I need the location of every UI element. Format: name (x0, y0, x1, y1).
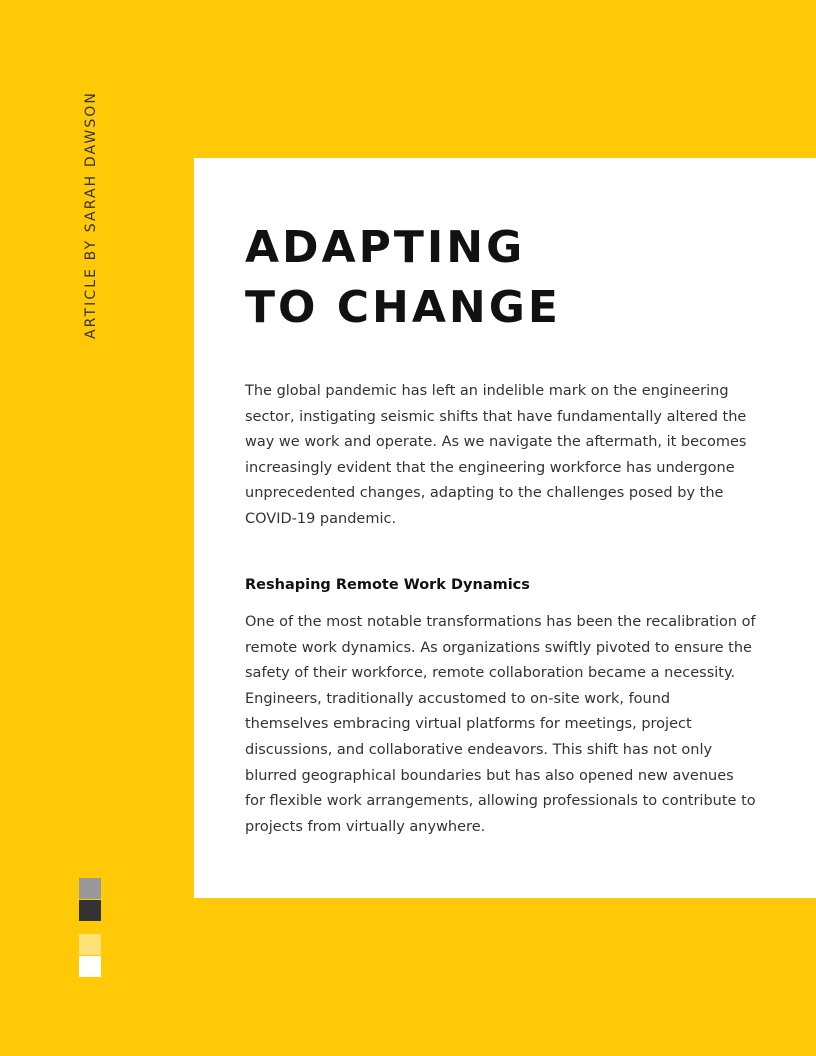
color-swatch-light-yellow (79, 934, 101, 955)
color-swatch-dark (79, 900, 101, 921)
color-swatch-gray (79, 878, 101, 899)
title-line-1: ADAPTING (245, 222, 526, 273)
byline-text: ARTICLE BY SARAH DAWSON (83, 91, 100, 339)
title-line-2: TO CHANGE (245, 282, 561, 333)
intro-paragraph: The global pandemic has left an indelible mark on the engineering sector, instigating seismic shifts that have fundamentally altered the way we work and operate. As we navigate the aftermath, it becomes increasingly evident that the engineering workforce has undergone unprecedented changes, adapting to the challenges posed by the COVID-19 pandemic. (245, 383, 747, 527)
article-title (245, 218, 561, 338)
article-card (194, 158, 816, 898)
section-paragraph: One of the most notable transformations has been the recalibration of remote work dynamics. As organizations swiftly pivoted to ensure the safety of their workforce, remote collaboration became a necessity. Engineers, traditionally accustomed to on-site work, found themselves embracing virtual platforms for meetings, project discussions, and collaborative endeavors. This shift has not only blurred geographical boundaries but has also opened new avenues for flexible work arrangements, allowing professionals to contribute to projects from virtually anywhere. (245, 614, 756, 835)
byline (79, 78, 103, 352)
section-heading: Reshaping Remote Work Dynamics (245, 577, 530, 593)
color-swatch-white (79, 956, 101, 977)
